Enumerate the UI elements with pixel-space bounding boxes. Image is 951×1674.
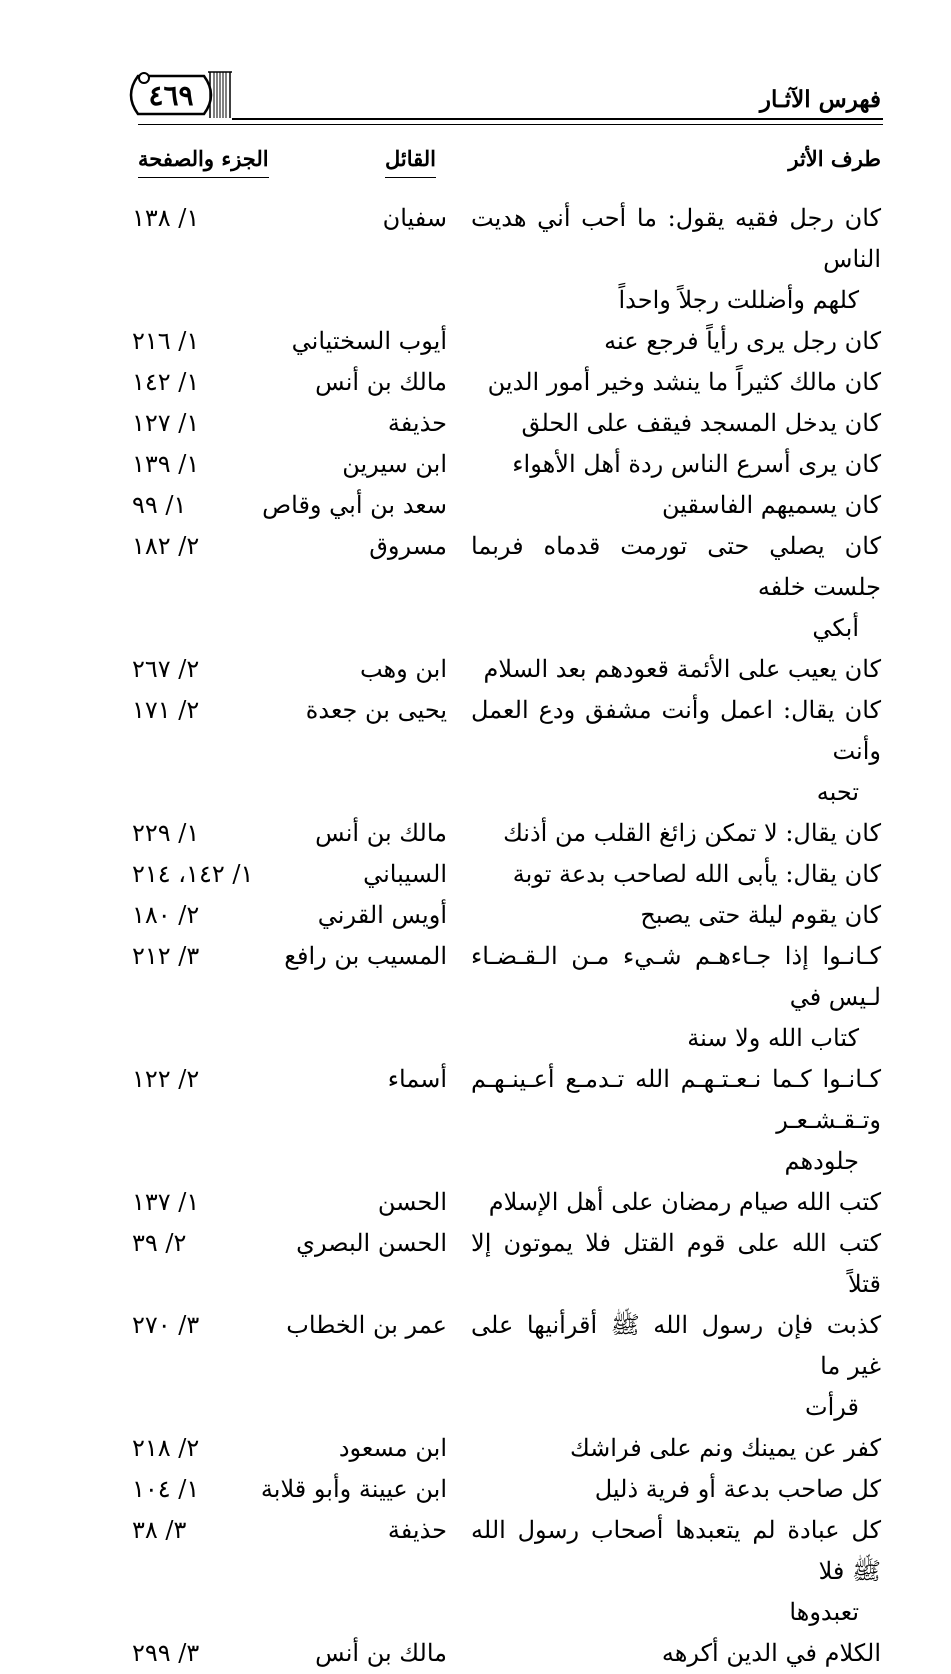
- entry-reference-value: ٢/ ٢٦٧: [132, 655, 200, 683]
- entry-text: [471, 526, 881, 649]
- entry-text: [471, 1059, 881, 1182]
- entry-speaker: سفيان: [382, 204, 447, 232]
- index-entry: [130, 1305, 881, 1428]
- entry-reference: [130, 1059, 257, 1100]
- page-number: ٤٦٩: [148, 78, 194, 112]
- entry-text-continuation: أبكي: [812, 614, 859, 642]
- header-rule: [232, 118, 883, 120]
- entry-speaker: ابن سيرين: [342, 450, 447, 478]
- entry-text-line: الكلام في الدين أكرهه: [661, 1639, 881, 1667]
- index-entry: [130, 813, 881, 854]
- entry-reference: [130, 403, 257, 444]
- column-header-speaker-underline: [385, 177, 436, 178]
- entry-reference: [130, 198, 257, 239]
- index-entry: [130, 895, 881, 936]
- entry-reference: [130, 444, 257, 485]
- entry-speaker: مالك بن أنس: [315, 1639, 447, 1667]
- entry-reference: [130, 1469, 257, 1510]
- entry-reference-value: ٣/ ٢٩٩: [132, 1639, 200, 1667]
- entry-text-line: كان يسميهم الفاسقين: [661, 491, 881, 519]
- index-entry: [130, 198, 881, 321]
- entry-reference: [130, 1182, 257, 1223]
- entry-text-line: كان يقال: يأبى الله لصاحب بدعة توبة: [512, 860, 881, 888]
- entry-text-line: كان يرى أسرع الناس ردة أهل الأهواء: [512, 450, 881, 478]
- entry-reference: [130, 690, 257, 731]
- index-entry: [130, 444, 881, 485]
- entry-reference: [130, 321, 257, 362]
- entry-reference-value: ٣/ ٣٨: [132, 1516, 187, 1544]
- entry-reference: [130, 813, 257, 854]
- index-entry: [130, 854, 881, 895]
- entry-reference: [130, 1305, 257, 1346]
- entry-text: [471, 1633, 881, 1674]
- index-entries: [130, 198, 881, 1674]
- entry-speaker: مالك بن أنس: [315, 368, 447, 396]
- entry-text-continuation: تحبه: [816, 778, 859, 806]
- entry-speaker: السيباني: [363, 860, 447, 888]
- entry-text: [471, 321, 881, 362]
- entry-text: [471, 854, 881, 895]
- entry-reference-value: ١/ ١٢٧: [132, 409, 200, 437]
- entry-text-line: كان يقال: لا تمكن زائغ القلب من أذنك: [503, 819, 881, 847]
- entry-speaker: أويس القرني: [317, 901, 447, 929]
- entry-text: [471, 444, 881, 485]
- entry-text: [471, 485, 881, 526]
- index-entry: [130, 936, 881, 1059]
- entry-text: [471, 1510, 881, 1633]
- entry-text-line: كان يقال: اعمل وأنت مشفق ودع العمل وأنت: [471, 696, 881, 765]
- entry-speaker: ابن عيينة وأبو قلابة: [260, 1475, 447, 1503]
- entry-text-line: كان مالك كثيراً ما ينشد وخير أمور الدين: [487, 368, 881, 396]
- entry-text-line: كان يعيب على الأئمة قعودهم بعد السلام: [483, 655, 881, 683]
- entry-speaker: الحسن البصري: [296, 1229, 447, 1257]
- entry-reference: [130, 526, 257, 567]
- entry-text-line: كل صاحب بدعة أو فرية ذليل: [594, 1475, 881, 1503]
- entry-reference: [130, 936, 257, 977]
- entry-reference: [130, 854, 257, 895]
- index-entry: [130, 362, 881, 403]
- entry-speaker: أيوب السختياني: [291, 327, 447, 355]
- entry-reference-value: ١/ ٢١٦: [132, 327, 200, 355]
- index-entry: [130, 1223, 881, 1305]
- entry-text-line: كان رجل يرى رأياً فرجع عنه: [604, 327, 881, 355]
- entry-text-line: كتب الله على قوم القتل فلا يموتون إلا قتلاً: [471, 1229, 881, 1298]
- entry-text: [471, 1305, 881, 1428]
- entry-text: [471, 895, 881, 936]
- entry-text-line: كل عبادة لم يتعبدها أصحاب رسول الله ﷺ فلا: [471, 1516, 881, 1585]
- column-header-speaker: [385, 146, 436, 178]
- entry-reference: [130, 1428, 257, 1469]
- index-entry: [130, 1633, 881, 1674]
- entry-text-continuation: جلودهم: [784, 1147, 859, 1175]
- index-entry: [130, 1059, 881, 1182]
- entry-text-line: كان رجل فقيه يقول: ما أحب أني هديت الناس: [471, 204, 882, 273]
- entry-text: [471, 649, 881, 690]
- index-entry: [130, 1182, 881, 1223]
- entry-speaker: الحسن: [377, 1188, 447, 1216]
- entry-reference-value: ٢/ ٢١٨: [132, 1434, 200, 1462]
- entry-text: [471, 813, 881, 854]
- entry-reference: [130, 1510, 257, 1551]
- entry-reference: [130, 1223, 257, 1264]
- entry-speaker: عمر بن الخطاب: [286, 1311, 447, 1339]
- column-header-narration: [788, 146, 881, 171]
- entry-reference-value: ٢/ ١٨٢: [132, 532, 200, 560]
- entry-text: [471, 403, 881, 444]
- entry-reference: [130, 649, 257, 690]
- entry-speaker: ابن وهب: [359, 655, 447, 683]
- entry-text-line: كان يقوم ليلة حتى يصبح: [640, 901, 881, 929]
- entry-speaker: سعد بن أبي وقاص: [262, 491, 447, 519]
- entry-reference-value: ١/ ٢٢٩: [132, 819, 200, 847]
- index-entry: [130, 649, 881, 690]
- entry-speaker: حذيفة: [387, 1516, 447, 1544]
- entry-reference: [130, 1633, 257, 1674]
- entry-speaker: حذيفة: [387, 409, 447, 437]
- entry-text: [471, 690, 881, 813]
- index-entry: [130, 1510, 881, 1633]
- column-header-volume-page-underline: [138, 177, 269, 178]
- entry-text: [471, 1428, 881, 1469]
- entry-text-line: كـانـوا كـما نـعـتـهـم الله تـدمـع أعـينـهـم وتـقـشـعـر: [471, 1065, 881, 1134]
- entry-speaker: المسيب بن رافع: [284, 942, 447, 970]
- entry-text: [471, 362, 881, 403]
- entry-reference-value: ١/ ١٣٩: [132, 450, 200, 478]
- entry-text-continuation: تعبدوها: [789, 1598, 859, 1626]
- entry-reference-value: ١/ ٩٩: [132, 491, 187, 519]
- entry-speaker: ابن مسعود: [338, 1434, 447, 1462]
- entry-text: [471, 936, 881, 1059]
- entry-text-line: كان يصلي حتى تورمت قدماه فربما جلست خلفه: [471, 532, 881, 601]
- entry-text-line: كذبت فإن رسول الله ﷺ أقرأنيها على غير ما: [471, 1311, 881, 1380]
- page-number-frame: [120, 70, 232, 120]
- entry-text-line: كـانـوا إذا جـاءهـم شـيء مـن الـقـضـاء لـيس في: [471, 942, 881, 1011]
- entry-text: [471, 1223, 881, 1305]
- running-head: فهرس الآثـار: [759, 86, 881, 113]
- entry-reference: [130, 362, 257, 403]
- entry-reference-value: ٢/ ١٢٢: [132, 1065, 200, 1093]
- column-header-volume-page-label: الجزء والصفحة: [138, 146, 269, 171]
- index-entry: [130, 690, 881, 813]
- entry-speaker: يحيى بن جعدة: [305, 696, 447, 724]
- entry-speaker: أسماء: [387, 1065, 447, 1093]
- entry-text: [471, 1469, 881, 1510]
- entry-reference-value: ٢/ ٣٩: [132, 1229, 187, 1257]
- column-header-speaker-label: القائل: [384, 146, 436, 171]
- entry-reference-value: ١/ ١٤٢، ٢١٤: [132, 860, 254, 888]
- entry-text-continuation: كلهم وأضللت رجلاً واحداً: [618, 286, 859, 314]
- entry-text: [471, 198, 881, 321]
- index-entry: [130, 321, 881, 362]
- index-entry: [130, 403, 881, 444]
- header-rule-thin: [138, 124, 883, 125]
- entry-reference-value: ١/ ١٣٧: [132, 1188, 200, 1216]
- index-entry: [130, 1428, 881, 1469]
- entry-text-line: كتب الله صيام رمضان على أهل الإسلام: [488, 1188, 881, 1216]
- index-entry: [130, 1469, 881, 1510]
- index-entry: [130, 485, 881, 526]
- entry-speaker: مالك بن أنس: [315, 819, 447, 847]
- index-entry: [130, 526, 881, 649]
- entry-reference-value: ٢/ ١٨٠: [132, 901, 200, 929]
- entry-reference-value: ٣/ ٢٧٠: [132, 1311, 200, 1339]
- column-header-narration-label: طرف الأثر: [788, 146, 881, 171]
- entry-reference-value: ١/ ١٤٢: [132, 368, 200, 396]
- entry-reference-value: ١/ ١٠٤: [132, 1475, 200, 1503]
- entry-text: [471, 1182, 881, 1223]
- entry-text-continuation: كتاب الله ولا سنة: [687, 1024, 859, 1052]
- entry-reference-value: ١/ ١٣٨: [132, 204, 200, 232]
- entry-text-line: كان يدخل المسجد فيقف على الحلق: [521, 409, 881, 437]
- entry-reference-value: ٣/ ٢١٢: [132, 942, 200, 970]
- column-header-volume-page: [138, 146, 269, 178]
- entry-text-line: كفر عن يمينك ونم على فراشك: [569, 1434, 881, 1462]
- entry-speaker: مسروق: [369, 532, 447, 560]
- entry-text-continuation: قرأت: [805, 1393, 859, 1421]
- entry-reference-value: ٢/ ١٧١: [132, 696, 200, 724]
- entry-reference: [130, 485, 257, 526]
- entry-reference: [130, 895, 257, 936]
